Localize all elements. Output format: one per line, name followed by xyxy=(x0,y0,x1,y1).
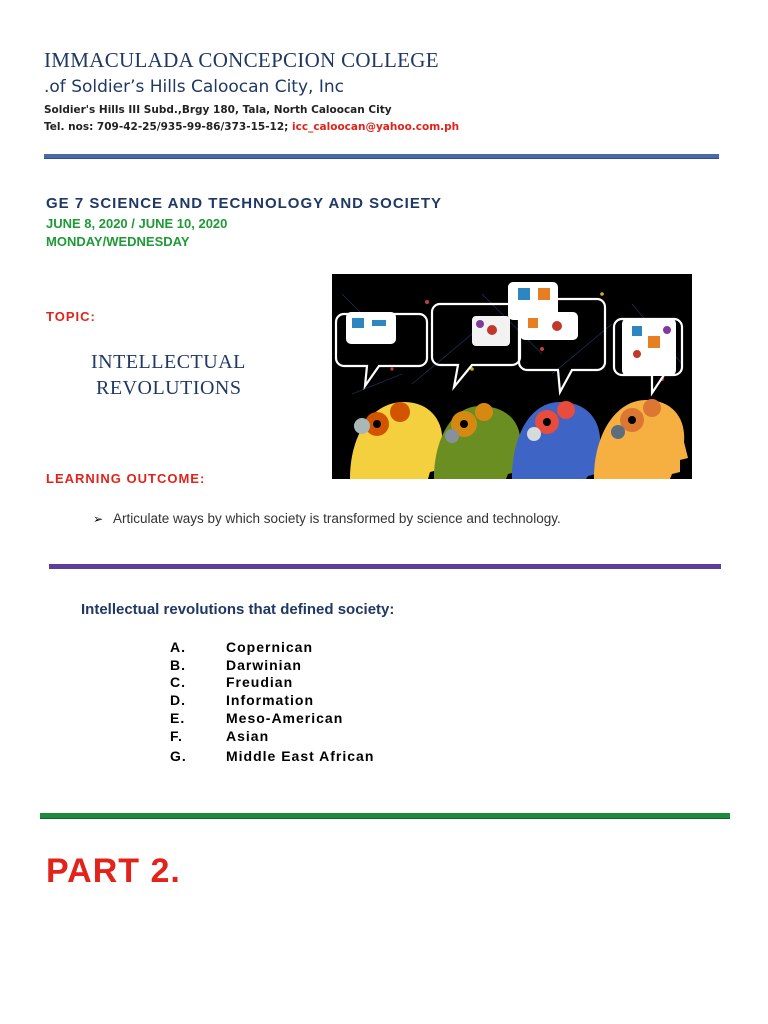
list-item-letter: B. xyxy=(170,657,186,673)
college-subtitle: .of Soldier’s Hills Caloocan City, Inc xyxy=(44,77,344,97)
list-item-name: Middle East African xyxy=(226,748,375,764)
telephone-numbers: Tel. nos: 709-42-25/935-99-86/373-15-12; xyxy=(44,121,289,133)
learning-outcome-item xyxy=(93,511,561,526)
list-item-letter: F. xyxy=(170,728,183,744)
list-item-letter: G. xyxy=(170,748,187,764)
header-divider xyxy=(44,154,719,159)
course-dates: JUNE 8, 2020 / JUNE 10, 2020 xyxy=(46,216,228,231)
list-item-name: Darwinian xyxy=(226,657,302,673)
list-item-letter: E. xyxy=(170,710,186,726)
email-address[interactable]: icc_caloocan@yahoo.com.ph xyxy=(292,121,460,133)
learning-outcome-label: LEARNING OUTCOME: xyxy=(46,471,206,486)
list-item-letter: C. xyxy=(170,674,186,690)
topic-title-line-1: INTELLECTUAL xyxy=(91,351,246,373)
section-divider xyxy=(49,564,721,569)
topic-label: TOPIC: xyxy=(46,309,96,324)
part-heading: PART 2. xyxy=(46,852,181,890)
footer-divider xyxy=(40,813,730,819)
list-item-name: Information xyxy=(226,692,314,708)
topic-title-line-2: REVOLUTIONS xyxy=(96,377,242,399)
list-item-letter: A. xyxy=(170,639,186,655)
heads-with-gears-image xyxy=(332,274,692,479)
list-item-name: Asian xyxy=(226,728,270,744)
arrow-bullet-icon: ➢ xyxy=(93,512,104,526)
list-item-name: Copernican xyxy=(226,639,314,655)
list-item-letter: D. xyxy=(170,692,186,708)
list-item-name: Freudian xyxy=(226,674,294,690)
intellectual-revolutions-illustration xyxy=(332,274,692,479)
course-days: MONDAY/WEDNESDAY xyxy=(46,234,190,249)
course-title: GE 7 SCIENCE AND TECHNOLOGY AND SOCIETY xyxy=(46,195,442,212)
list-item-name: Meso-American xyxy=(226,710,344,726)
college-name: IMMACULADA CONCEPCION COLLEGE xyxy=(44,48,439,72)
learning-outcome-text: Articulate ways by which society is transformed by science and technology. xyxy=(113,511,561,526)
revolutions-heading: Intellectual revolutions that defined society: xyxy=(81,601,395,618)
college-contact xyxy=(44,121,459,133)
college-address: Soldier's Hills III Subd.,Brgy 180, Tala, North Caloocan City xyxy=(44,104,392,116)
